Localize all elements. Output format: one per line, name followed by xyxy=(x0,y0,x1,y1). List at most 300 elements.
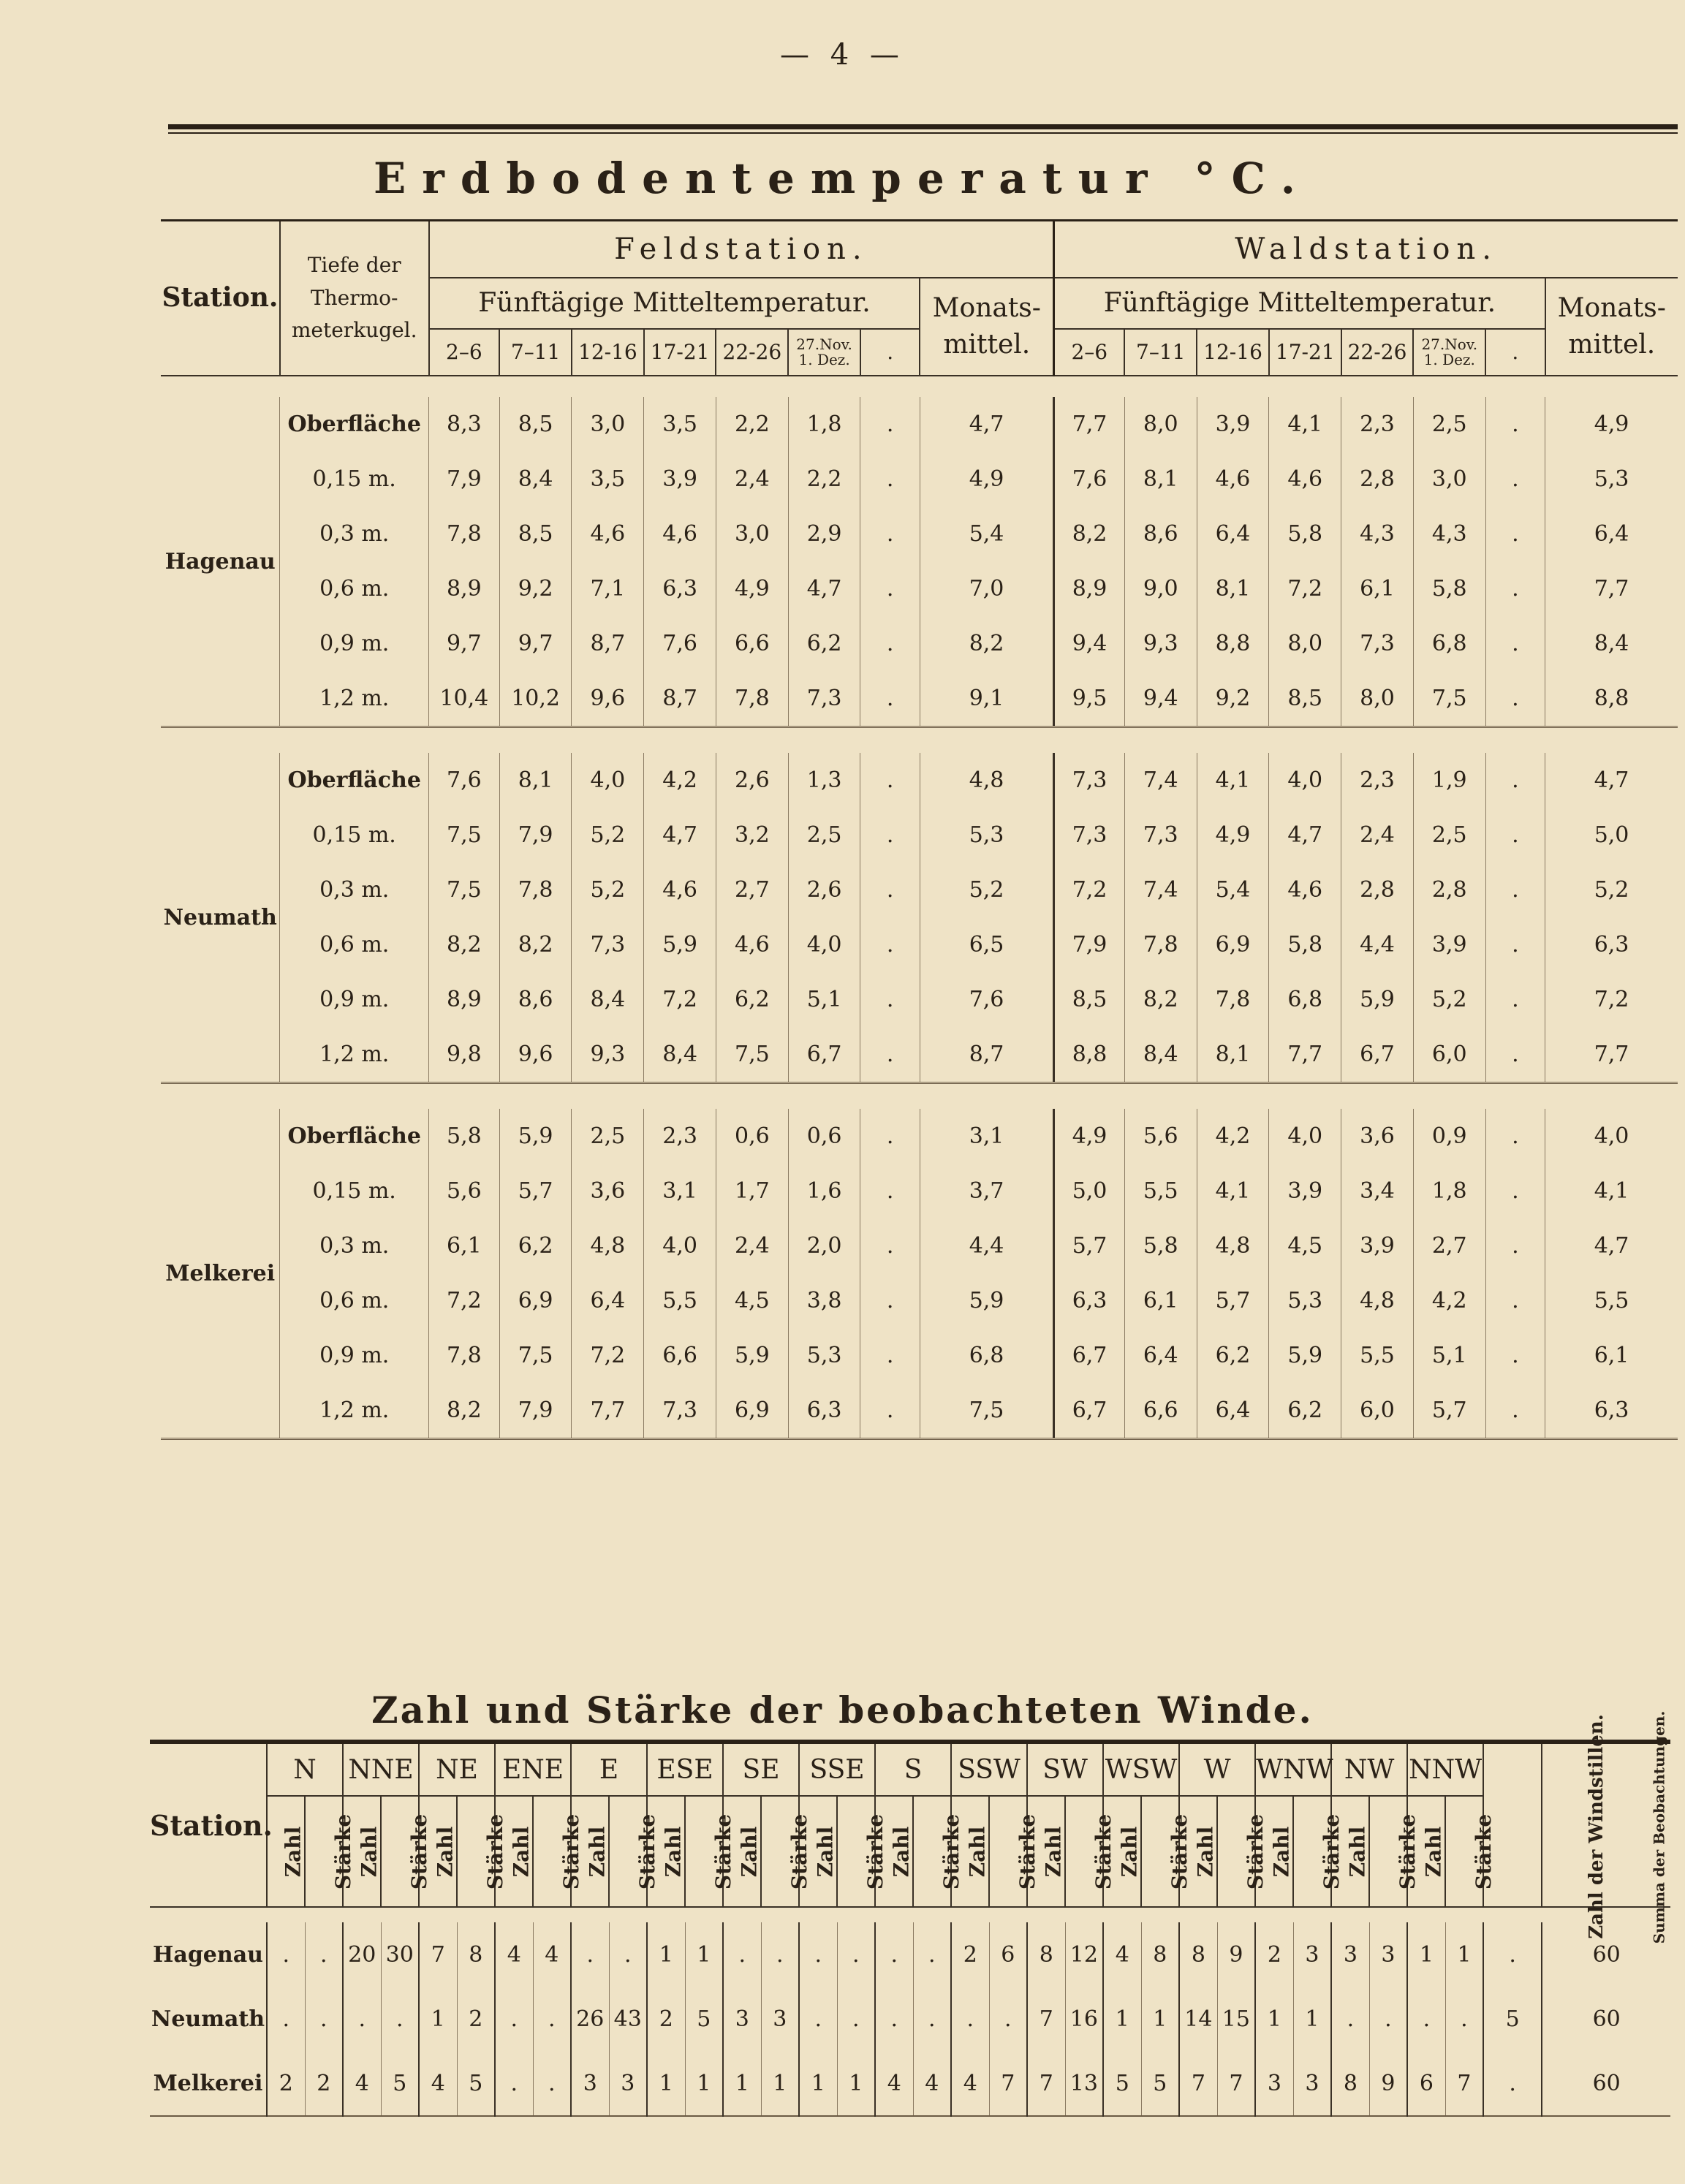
wind-zahl: . xyxy=(875,1922,913,1987)
feld-value: 6,2 xyxy=(788,616,860,671)
wald-value: 7,8 xyxy=(1124,917,1197,972)
wald-value: 2,8 xyxy=(1413,862,1485,917)
wald-monatsmittel: 5,5 xyxy=(1545,1273,1678,1328)
wind-zahl: 1 xyxy=(647,2051,685,2116)
wald-monatsmittel: 6,3 xyxy=(1545,917,1678,972)
feld-value: 4,7 xyxy=(644,808,716,862)
feld-value: 3,0 xyxy=(572,397,644,452)
feld-value: . xyxy=(860,397,920,452)
feld-value: 7,9 xyxy=(429,452,500,507)
wald-value: 7,9 xyxy=(1054,917,1125,972)
feld-monatsmittel: 5,3 xyxy=(920,808,1053,862)
wind-staerke: 1 xyxy=(1293,1987,1331,2051)
zahl-label: Zahl xyxy=(1421,1826,1446,1877)
zahl-label: Zahl xyxy=(433,1826,458,1877)
staerke-label: Stärke xyxy=(1396,1813,1420,1889)
staerke-header xyxy=(533,1796,584,1907)
feld-value: 7,5 xyxy=(429,862,500,917)
feld-value: 4,0 xyxy=(572,753,644,808)
wald-value: . xyxy=(1485,1109,1545,1164)
feld-value: 7,8 xyxy=(499,862,572,917)
feld-value: 5,6 xyxy=(429,1164,500,1218)
staerke-label: Stärke xyxy=(711,1813,736,1889)
feld-value: 2,2 xyxy=(788,452,860,507)
feld-value: 7,9 xyxy=(499,1383,572,1439)
feld-monatsmittel: 4,4 xyxy=(920,1218,1053,1273)
feld-monatsmittel: 6,5 xyxy=(920,917,1053,972)
feld-value: 2,7 xyxy=(716,862,788,917)
wind-header-station: Station. xyxy=(150,1742,267,1907)
wald-monatsmittel: 4,1 xyxy=(1545,1164,1678,1218)
wald-value: 5,7 xyxy=(1054,1218,1125,1273)
feld-value: 6,4 xyxy=(572,1273,644,1328)
table-row xyxy=(161,1328,1678,1383)
wald-value: 4,6 xyxy=(1197,452,1269,507)
wind-staerke: 9 xyxy=(1369,2051,1407,2116)
wald-value: 8,0 xyxy=(1269,616,1341,671)
staerke-header xyxy=(1141,1796,1192,1907)
wind-table-body xyxy=(150,1907,1670,2121)
wald-value: 8,1 xyxy=(1197,561,1269,616)
wind-zahl: 2 xyxy=(267,2051,305,2116)
period-header: 27.Nov. 1. Dez. xyxy=(788,329,860,376)
staerke-header xyxy=(989,1796,1040,1907)
wind-direction-header: WNW xyxy=(1255,1742,1331,1796)
wind-direction-header: SSE xyxy=(799,1742,875,1796)
wald-value: 5,1 xyxy=(1413,1328,1485,1383)
wald-value: 8,8 xyxy=(1054,1027,1125,1083)
wind-staerke: 6 xyxy=(989,1922,1027,1987)
staerke-header xyxy=(913,1796,964,1907)
wind-row xyxy=(150,2051,1670,2116)
wald-value: 7,4 xyxy=(1124,862,1197,917)
table-row xyxy=(161,616,1678,671)
spacer-row xyxy=(161,376,1678,397)
wind-direction-header: ESE xyxy=(647,1742,723,1796)
staerke-label: Stärke xyxy=(407,1813,432,1889)
feld-value: 8,6 xyxy=(499,972,572,1027)
feld-value: 8,4 xyxy=(644,1027,716,1083)
spacer-row xyxy=(161,732,1678,753)
feld-value: 9,2 xyxy=(499,561,572,616)
feld-value: 8,3 xyxy=(429,397,500,452)
wald-value: 4,8 xyxy=(1341,1273,1414,1328)
wald-value: 5,8 xyxy=(1124,1218,1197,1273)
wind-zahl: 8 xyxy=(1027,1922,1065,1987)
wind-staerke: . xyxy=(1445,1987,1483,2051)
wind-zahl: . xyxy=(799,1987,837,2051)
feld-value: 7,5 xyxy=(716,1027,788,1083)
feld-value: 8,4 xyxy=(572,972,644,1027)
feld-value: 3,9 xyxy=(644,452,716,507)
feld-value: 4,5 xyxy=(716,1273,788,1328)
wald-monatsmittel: 5,0 xyxy=(1545,808,1678,862)
wind-zahl: 3 xyxy=(1331,1922,1369,1987)
wald-value: 5,8 xyxy=(1413,561,1485,616)
feld-value: 7,7 xyxy=(572,1383,644,1439)
table-row xyxy=(161,561,1678,616)
wald-value: 8,6 xyxy=(1124,507,1197,561)
feld-value: 1,3 xyxy=(788,753,860,808)
feld-value: 6,1 xyxy=(429,1218,500,1273)
period-header: 17-21 xyxy=(1269,329,1341,376)
feld-value: 9,6 xyxy=(572,671,644,727)
staerke-header xyxy=(1293,1796,1344,1907)
wind-staerke: . xyxy=(1369,1987,1407,2051)
staerke-label: Stärke xyxy=(863,1813,888,1889)
windstill-label: Zahl der Windstillen. xyxy=(1585,1713,1608,1939)
wind-zahl: 4 xyxy=(495,1922,533,1987)
zahl-label: Zahl xyxy=(889,1826,914,1877)
wind-staerke: 1 xyxy=(761,2051,799,2116)
period-header: 22-26 xyxy=(1341,329,1414,376)
feld-value: 4,8 xyxy=(572,1218,644,1273)
wind-zahl: 14 xyxy=(1179,1987,1217,2051)
feld-value: 7,2 xyxy=(429,1273,500,1328)
staerke-label: Stärke xyxy=(939,1813,964,1889)
wald-value: 7,3 xyxy=(1054,808,1125,862)
table-row xyxy=(161,1383,1678,1439)
bottom-rule-cell xyxy=(150,2116,1670,2121)
separator-cell xyxy=(161,1439,1678,1445)
wald-value: 2,5 xyxy=(1413,397,1485,452)
wald-value: 9,4 xyxy=(1054,616,1125,671)
wind-zahl: 1 xyxy=(1255,1987,1293,2051)
feld-value: 5,5 xyxy=(644,1273,716,1328)
feld-value: 3,2 xyxy=(716,808,788,862)
feld-value: . xyxy=(860,1164,920,1218)
wind-staerke: 3 xyxy=(1293,1922,1331,1987)
staerke-header xyxy=(1445,1796,1496,1907)
wald-value: 4,3 xyxy=(1413,507,1485,561)
wind-staerke: 8 xyxy=(457,1922,495,1987)
spacer-row xyxy=(161,1088,1678,1109)
feld-value: 2,4 xyxy=(716,1218,788,1273)
wind-zahl: . xyxy=(1407,1987,1445,2051)
wald-value: 6,6 xyxy=(1124,1383,1197,1439)
wind-zahl: 4 xyxy=(951,2051,989,2116)
staerke-label: Stärke xyxy=(331,1813,356,1889)
wald-value: 4,3 xyxy=(1341,507,1414,561)
wald-value: 7,3 xyxy=(1054,753,1125,808)
feld-value: 9,8 xyxy=(429,1027,500,1083)
wind-staerke: 4 xyxy=(533,1922,571,1987)
wind-direction-header: NW xyxy=(1331,1742,1407,1796)
wind-zahl: . xyxy=(571,1922,609,1987)
feld-value: . xyxy=(860,753,920,808)
wind-zahl: 2 xyxy=(1255,1922,1293,1987)
wald-value: 3,6 xyxy=(1341,1109,1414,1164)
wald-value: 3,9 xyxy=(1269,1164,1341,1218)
wald-value: 3,9 xyxy=(1413,917,1485,972)
feld-value: 2,4 xyxy=(716,452,788,507)
staerke-header xyxy=(381,1796,432,1907)
feld-value: 8,4 xyxy=(499,452,572,507)
wald-value: 7,3 xyxy=(1124,808,1197,862)
wald-value: 5,7 xyxy=(1197,1273,1269,1328)
depth-label: 0,9 m. xyxy=(280,616,429,671)
soil-temperature-table xyxy=(161,219,1678,1444)
feld-monatsmittel: 3,7 xyxy=(920,1164,1053,1218)
zahl-label: Zahl xyxy=(1269,1826,1294,1877)
wind-staerke: . xyxy=(761,1922,799,1987)
period-header: 27.Nov. 1. Dez. xyxy=(1413,329,1485,376)
wind-summa: 60 xyxy=(1542,2051,1670,2116)
wald-value: . xyxy=(1485,561,1545,616)
wald-value: 4,5 xyxy=(1269,1218,1341,1273)
wind-direction-header: SSW xyxy=(951,1742,1027,1796)
wald-value: 4,1 xyxy=(1269,397,1341,452)
depth-label: Oberfläche xyxy=(280,753,429,808)
feld-value: 4,0 xyxy=(644,1218,716,1273)
wind-staerke: 12 xyxy=(1065,1922,1103,1987)
wald-value: 2,4 xyxy=(1341,808,1414,862)
wind-direction-header: NE xyxy=(419,1742,495,1796)
period-header: 7–11 xyxy=(499,329,572,376)
feld-monatsmittel: 4,7 xyxy=(920,397,1053,452)
wind-zahl: 8 xyxy=(1179,1922,1217,1987)
wald-value: 7,8 xyxy=(1197,972,1269,1027)
wind-zahl: 4 xyxy=(875,2051,913,2116)
feld-value: 7,5 xyxy=(499,1328,572,1383)
period-header: . xyxy=(860,329,920,376)
wald-value: 4,1 xyxy=(1197,1164,1269,1218)
wald-value: 1,8 xyxy=(1413,1164,1485,1218)
feld-value: . xyxy=(860,507,920,561)
feld-value: 7,3 xyxy=(644,1383,716,1439)
feld-monatsmittel: 3,1 xyxy=(920,1109,1053,1164)
wald-value: 4,7 xyxy=(1269,808,1341,862)
wald-value: 8,5 xyxy=(1269,671,1341,727)
summa-label: Summa der Beobachtungen. xyxy=(1650,1710,1668,1944)
wind-staerke: 13 xyxy=(1065,2051,1103,2116)
wald-value: 3,9 xyxy=(1341,1218,1414,1273)
wald-monatsmittel: 7,7 xyxy=(1545,1027,1678,1083)
wind-staerke: 2 xyxy=(457,1987,495,2051)
wald-value: 4,9 xyxy=(1054,1109,1125,1164)
depth-label: 0,6 m. xyxy=(280,1273,429,1328)
wald-monatsmittel: 6,4 xyxy=(1545,507,1678,561)
feld-value: 4,2 xyxy=(644,753,716,808)
wind-direction-header: SE xyxy=(723,1742,799,1796)
zahl-label: Zahl xyxy=(1193,1826,1218,1877)
wald-value: 6,4 xyxy=(1197,507,1269,561)
zahl-label: Zahl xyxy=(661,1826,686,1877)
depth-label: 1,2 m. xyxy=(280,1383,429,1439)
feld-value: 8,7 xyxy=(644,671,716,727)
wind-zahl: . xyxy=(495,1987,533,2051)
feld-monatsmittel: 7,5 xyxy=(920,1383,1053,1439)
wald-value: . xyxy=(1485,397,1545,452)
staerke-header xyxy=(305,1796,356,1907)
feld-value: 5,9 xyxy=(499,1109,572,1164)
feld-value: 4,6 xyxy=(644,507,716,561)
staerke-label: Stärke xyxy=(1319,1813,1344,1889)
feld-value: 5,9 xyxy=(716,1328,788,1383)
feld-value: 2,6 xyxy=(788,862,860,917)
wind-zahl: 7 xyxy=(1027,1987,1065,2051)
wind-zahl: 1 xyxy=(419,1987,457,2051)
feld-value: 5,2 xyxy=(572,808,644,862)
wald-value: . xyxy=(1485,507,1545,561)
feld-value: . xyxy=(860,1218,920,1273)
wald-value: 6,3 xyxy=(1054,1273,1125,1328)
table-row xyxy=(161,671,1678,727)
feld-value: 4,7 xyxy=(788,561,860,616)
feld-value: 10,2 xyxy=(499,671,572,727)
wald-value: 5,8 xyxy=(1269,917,1341,972)
depth-label: 0,15 m. xyxy=(280,808,429,862)
feld-value: 6,7 xyxy=(788,1027,860,1083)
wald-value: . xyxy=(1485,1027,1545,1083)
header-station: Station. xyxy=(161,221,280,376)
feld-value: 8,7 xyxy=(572,616,644,671)
feld-value: 7,6 xyxy=(644,616,716,671)
wind-staerke: . xyxy=(837,1987,875,2051)
table-row xyxy=(161,917,1678,972)
wind-zahl: 7 xyxy=(419,1922,457,1987)
feld-value: . xyxy=(860,862,920,917)
period-header: 17-21 xyxy=(644,329,716,376)
wald-value: . xyxy=(1485,1164,1545,1218)
spacer-cell xyxy=(161,732,1678,753)
wind-staerke: 5 xyxy=(457,2051,495,2116)
wald-value: 9,2 xyxy=(1197,671,1269,727)
feld-monatsmittel: 8,7 xyxy=(920,1027,1053,1083)
wald-value: 4,9 xyxy=(1197,808,1269,862)
feld-value: 9,6 xyxy=(499,1027,572,1083)
zahl-label: Zahl xyxy=(357,1826,382,1877)
depth-label: 0,9 m. xyxy=(280,972,429,1027)
wald-value: 8,8 xyxy=(1197,616,1269,671)
feld-value: . xyxy=(860,616,920,671)
feld-value: . xyxy=(860,671,920,727)
table-row xyxy=(161,972,1678,1027)
wind-staerke: . xyxy=(913,1922,951,1987)
wald-value: 7,2 xyxy=(1269,561,1341,616)
wind-summa: 60 xyxy=(1542,1922,1670,1987)
station-name: Hagenau xyxy=(164,548,276,575)
feld-value: . xyxy=(860,1109,920,1164)
wind-row xyxy=(150,1922,1670,1987)
wind-zahl: . xyxy=(267,1987,305,2051)
feld-value: 4,6 xyxy=(716,917,788,972)
wind-direction-header: SW xyxy=(1027,1742,1103,1796)
feld-value: 7,1 xyxy=(572,561,644,616)
feld-value: 2,9 xyxy=(788,507,860,561)
wald-value: 6,0 xyxy=(1413,1027,1485,1083)
wald-value: . xyxy=(1485,753,1545,808)
wind-zahl: . xyxy=(875,1987,913,2051)
wind-zahl: . xyxy=(1331,1987,1369,2051)
table-row xyxy=(161,1218,1678,1273)
wald-value: 3,0 xyxy=(1413,452,1485,507)
feld-value: 7,5 xyxy=(429,808,500,862)
wind-staerke: 5 xyxy=(1141,2051,1179,2116)
zahl-label: Zahl xyxy=(1041,1826,1066,1877)
wald-value: 9,3 xyxy=(1124,616,1197,671)
wald-value: 2,8 xyxy=(1341,862,1414,917)
feld-value: 6,9 xyxy=(499,1273,572,1328)
wald-value: 3,4 xyxy=(1341,1164,1414,1218)
wind-staerke: . xyxy=(381,1987,419,2051)
staerke-label: Stärke xyxy=(1472,1813,1496,1889)
feld-value: 7,2 xyxy=(644,972,716,1027)
wind-zahl: 5 xyxy=(1103,2051,1141,2116)
wald-value: 6,1 xyxy=(1124,1273,1197,1328)
wald-monatsmittel: 4,0 xyxy=(1545,1109,1678,1164)
feld-value: . xyxy=(860,1383,920,1439)
wald-value: 7,7 xyxy=(1054,397,1125,452)
feld-value: 5,3 xyxy=(788,1328,860,1383)
feld-value: 2,3 xyxy=(644,1109,716,1164)
wald-value: . xyxy=(1485,972,1545,1027)
wald-value: 6,7 xyxy=(1054,1328,1125,1383)
wald-value: 8,1 xyxy=(1124,452,1197,507)
wind-zahl: . xyxy=(723,1922,761,1987)
wind-staerke: 3 xyxy=(609,2051,647,2116)
wind-station-name: Hagenau xyxy=(153,1941,263,1968)
wind-staerke: 8 xyxy=(1141,1922,1179,1987)
feld-monatsmittel: 8,2 xyxy=(920,616,1053,671)
wald-value: 9,5 xyxy=(1054,671,1125,727)
feld-value: 6,3 xyxy=(644,561,716,616)
wind-station-name: Melkerei xyxy=(153,2070,263,2096)
wind-staerke: . xyxy=(837,1922,875,1987)
feld-value: 8,2 xyxy=(429,1383,500,1439)
staerke-header xyxy=(1217,1796,1268,1907)
period-header: 2–6 xyxy=(1054,329,1125,376)
header-feld-monatsmittel: Monats- mittel. xyxy=(920,278,1053,376)
period-header: . xyxy=(1485,329,1545,376)
wind-staerke: 3 xyxy=(761,1987,799,2051)
feld-value: 5,2 xyxy=(572,862,644,917)
wald-value: 4,6 xyxy=(1269,862,1341,917)
wind-zahl: 4 xyxy=(419,2051,457,2116)
feld-value: 9,7 xyxy=(429,616,500,671)
feld-value: . xyxy=(860,808,920,862)
feld-value: 8,2 xyxy=(429,917,500,972)
wind-zahl: 3 xyxy=(723,1987,761,2051)
feld-value: 6,2 xyxy=(716,972,788,1027)
wald-value: . xyxy=(1485,452,1545,507)
wald-value: 8,0 xyxy=(1341,671,1414,727)
wind-direction-header: W xyxy=(1179,1742,1255,1796)
wind-summa: 60 xyxy=(1542,1987,1670,2051)
wind-zahl: 4 xyxy=(1103,1922,1141,1987)
depth-label: 0,15 m. xyxy=(280,1164,429,1218)
feld-value: 2,2 xyxy=(716,397,788,452)
zahl-label: Zahl xyxy=(965,1826,990,1877)
wind-direction-header: WSW xyxy=(1103,1742,1179,1796)
wald-value: 6,4 xyxy=(1124,1328,1197,1383)
wind-staerke: 2 xyxy=(305,2051,343,2116)
feld-value: 8,1 xyxy=(499,753,572,808)
wind-staerke: 5 xyxy=(685,1987,723,2051)
wald-value: 2,7 xyxy=(1413,1218,1485,1273)
wald-value: 4,4 xyxy=(1341,917,1414,972)
bottom-rule-row xyxy=(150,2116,1670,2121)
staerke-header xyxy=(609,1796,660,1907)
wind-staerke: 15 xyxy=(1217,1987,1255,2051)
wind-still: 5 xyxy=(1483,1987,1542,2051)
wald-value: 6,0 xyxy=(1341,1383,1414,1439)
feld-value: 3,6 xyxy=(572,1164,644,1218)
wind-zahl: 7 xyxy=(1027,2051,1065,2116)
station-separator xyxy=(161,727,1678,733)
wind-still: . xyxy=(1483,1922,1542,1987)
staerke-label: Stärke xyxy=(1243,1813,1268,1889)
